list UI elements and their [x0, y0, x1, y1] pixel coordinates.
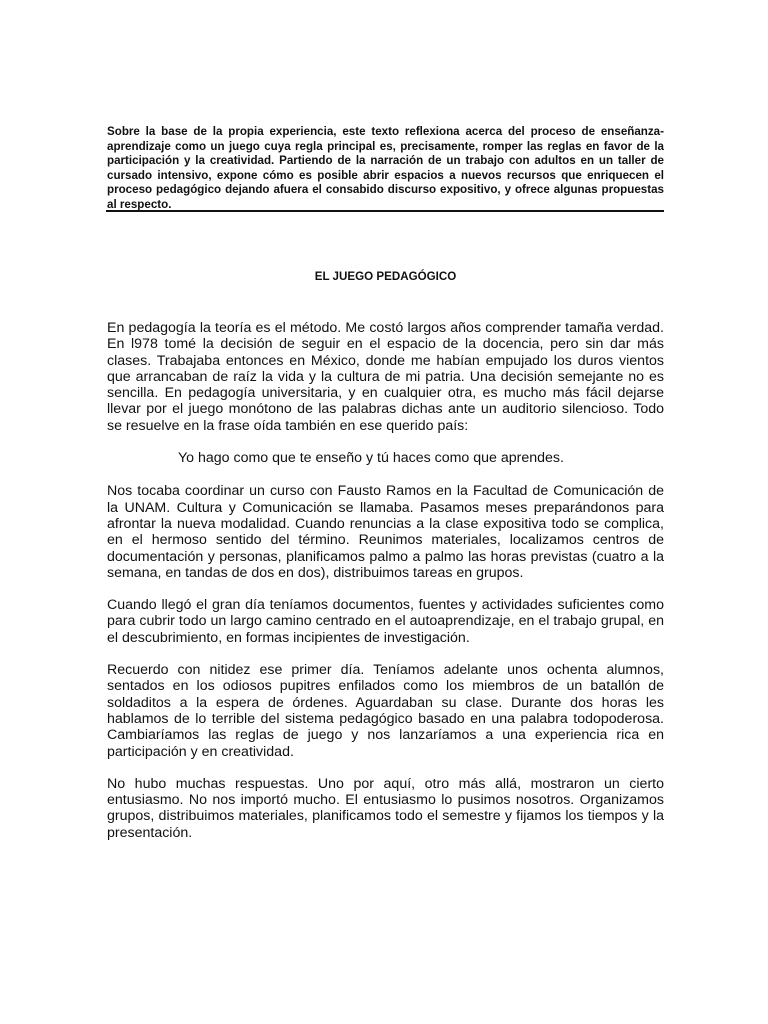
paragraph-1: En pedagogía la teoría es el método. Me costó largos años comprender tamaña verdad. En l978 tomé la decisión de seguir en el espacio de la docencia, pero sin dar más clases. Trabajaba entonces en México, donde me habían empujado los duros vientos que arrancaban de raíz la vida y la cultura de mi patria. Una decisión semejante no es sencilla. En pedagogía universitaria, y en cualquier otra, es mucho más fácil dejarse llevar por el juego monótono de las palabras dichas ante un auditorio silencioso. Todo se resuelve en la frase oída también en ese querido país:: [107, 320, 664, 434]
abstract-text: Sobre la base de la propia experiencia, este texto reflexiona acerca del proceso de enseñanza-aprendizaje como un juego cuya regla principal es, precisamente, romper las reglas en favor de la participación y la creatividad. Partiendo de la narración de un trabajo con adultos en un taller de cursado intensivo, expone cómo es posible abrir espacios a nuevos recursos que enriquecen el proceso pedagógico dejando afuera el consabido discurso expositivo, y ofrece algunas propuestas al respecto.: [107, 125, 664, 211]
quote-line: Yo hago como que te enseño y tú haces como que aprendes.: [178, 450, 564, 467]
paragraph-2: Nos tocaba coordinar un curso con Fausto Ramos en la Facultad de Comunicación de la UNAM. Cultura y Comunicación se llamaba. Pasamos meses preparándonos para afrontar la nueva modalidad. Cuando renuncias a la clase expositiva todo se complica, en el hermoso sentido del término. Reunimos materiales, localizamos centros de documentación y personas, planificamos palmo a palmo las horas previstas (cuatro a la semana, en tandas de dos en dos), distribuimos tareas en grupos.: [107, 483, 664, 581]
paragraph-4: Recuerdo con nitidez ese primer día. Teníamos adelante unos ochenta alumnos, sentados en los odiosos pupitres enfilados como los miembros de un batallón de soldaditos a la espera de órdenes. Aguardaban su clase. Durante dos horas les hablamos de lo terrible del sistema pedagógico basado en una palabra todopoderosa. Cambiaríamos las reglas de juego y nos lanzaríamos a una experiencia rica en participación y en creatividad.: [107, 662, 664, 760]
abstract-divider: [106, 210, 664, 212]
body-text: [107, 320, 664, 857]
paragraph-5: No hubo muchas respuestas. Uno por aquí, otro más allá, mostraron un cierto entusiasmo. No nos importó mucho. El entusiasmo lo pusimos nosotros. Organizamos grupos, distribuimos materiales, planificamos todo el semestre y fijamos los tiempos y la presentación.: [107, 775, 664, 841]
section-heading: EL JUEGO PEDAGÓGICO: [314, 270, 457, 283]
paragraph-3: Cuando llegó el gran día teníamos documentos, fuentes y actividades suficientes como para cubrir todo un largo camino centrado en el autoaprendizaje, en el trabajo grupal, en el descubrimiento, en formas incipientes de investigación.: [107, 597, 664, 646]
